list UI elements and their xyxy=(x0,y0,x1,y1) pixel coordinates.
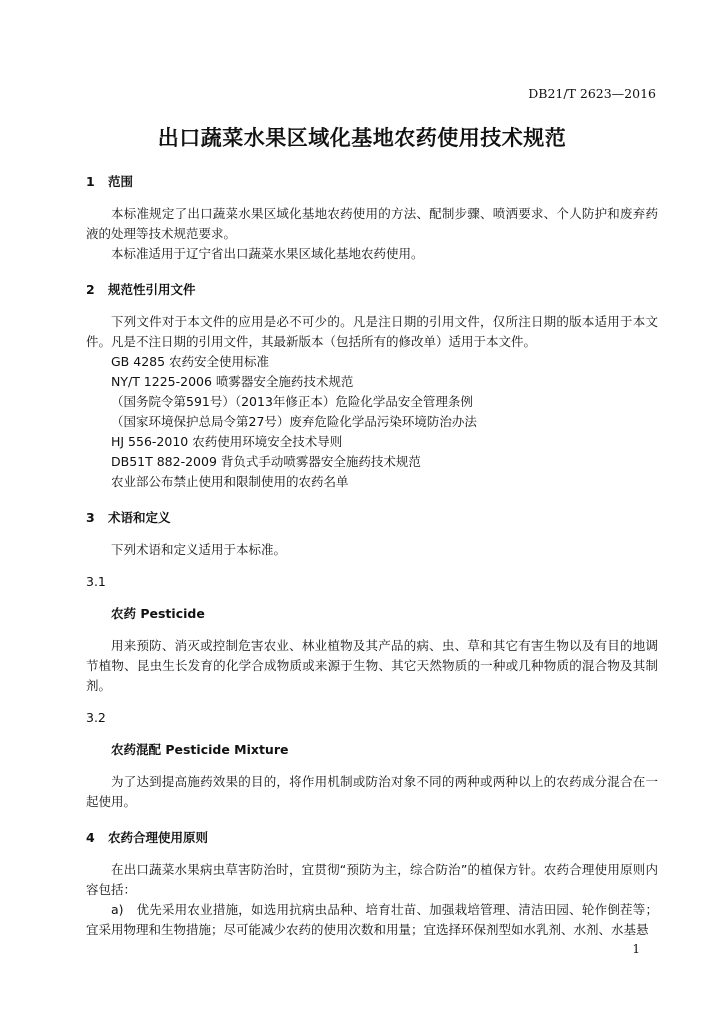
section-heading-4 xyxy=(86,828,658,848)
term-name: 农药 Pesticide xyxy=(111,606,205,621)
section-number: 4 xyxy=(86,830,95,845)
list-item: a) 优先采用农业措施，如选用抗病虫品种、培育壮苗、加强栽培管理、清洁田园、轮作倒茬等；宜采用物理和生物措施；尽可能减少农药的使用次数和用量；宜选择环保剂型如水乳剂、水剂、水基悬 xyxy=(86,902,658,937)
reference-item: HJ 556-2010 农药使用环境安全技术导则 xyxy=(111,434,343,449)
page-number: 1 xyxy=(632,942,640,956)
section-heading-3 xyxy=(86,508,658,528)
paragraph: 下列术语和定义适用于本标准。 xyxy=(111,542,287,557)
term-definition: 为了达到提高施药效果的目的，将作用机制或防治对象不同的两种或两种以上的农药成分混合在一起使用。 xyxy=(86,774,658,809)
section-heading-2 xyxy=(86,280,658,300)
term-definition: 用来预防、消灭或控制危害农业、林业植物及其产品的病、虫、草和其它有害生物以及有目的地调节植物、昆虫生长发育的化学合成物质或来源于生物、其它天然物质的一种或几种物质的混合物及其制剂。 xyxy=(86,638,658,693)
paragraph: 下列文件对于本文件的应用是必不可少的。凡是注日期的引用文件，仅所注日期的版本适用于本文件。凡是不注日期的引用文件，其最新版本（包括所有的修改单）适用于本文件。 xyxy=(86,314,658,349)
paragraph: 本标准适用于辽宁省出口蔬菜水果区域化基地农药使用。 xyxy=(111,246,424,261)
term-number: 3.2 xyxy=(86,710,106,725)
paragraph: 本标准规定了出口蔬菜水果区域化基地农药使用的方法、配制步骤、喷洒要求、个人防护和废弃药液的处理等技术规范要求。 xyxy=(86,206,658,241)
term-number: 3.1 xyxy=(86,574,106,589)
page-title: 出口蔬菜水果区域化基地农药使用技术规范 xyxy=(157,126,567,150)
section-number: 3 xyxy=(86,510,95,525)
section-title: 术语和定义 xyxy=(108,510,171,525)
paragraph: 在出口蔬菜水果病虫草害防治时，宜贯彻“预防为主，综合防治”的植保方针。农药合理使用原则内容包括： xyxy=(86,862,658,897)
reference-item: GB 4285 农药安全使用标准 xyxy=(111,354,270,369)
reference-item: （国家环境保护总局令第27号）废弃危险化学品污染环境防治办法 xyxy=(111,414,477,429)
section-number: 1 xyxy=(86,174,95,189)
section-number: 2 xyxy=(86,282,95,297)
reference-item: NY/T 1225-2006 喷雾器安全施药技术规范 xyxy=(111,374,354,389)
section-title: 农药合理使用原则 xyxy=(108,830,209,845)
term-name: 农药混配 Pesticide Mixture xyxy=(111,742,289,757)
reference-item: （国务院令第591号）（2013年修正本）危险化学品安全管理条例 xyxy=(111,394,473,409)
standard-code: DB21/T 2623—2016 xyxy=(528,86,656,101)
section-title: 规范性引用文件 xyxy=(108,282,196,297)
section-heading-1 xyxy=(86,172,658,192)
reference-item: 农业部公布禁止使用和限制使用的农药名单 xyxy=(111,474,349,489)
section-title: 范围 xyxy=(108,174,134,189)
document-body xyxy=(86,172,658,940)
reference-item: DB51T 882-2009 背负式手动喷雾器安全施药技术规范 xyxy=(111,454,421,469)
